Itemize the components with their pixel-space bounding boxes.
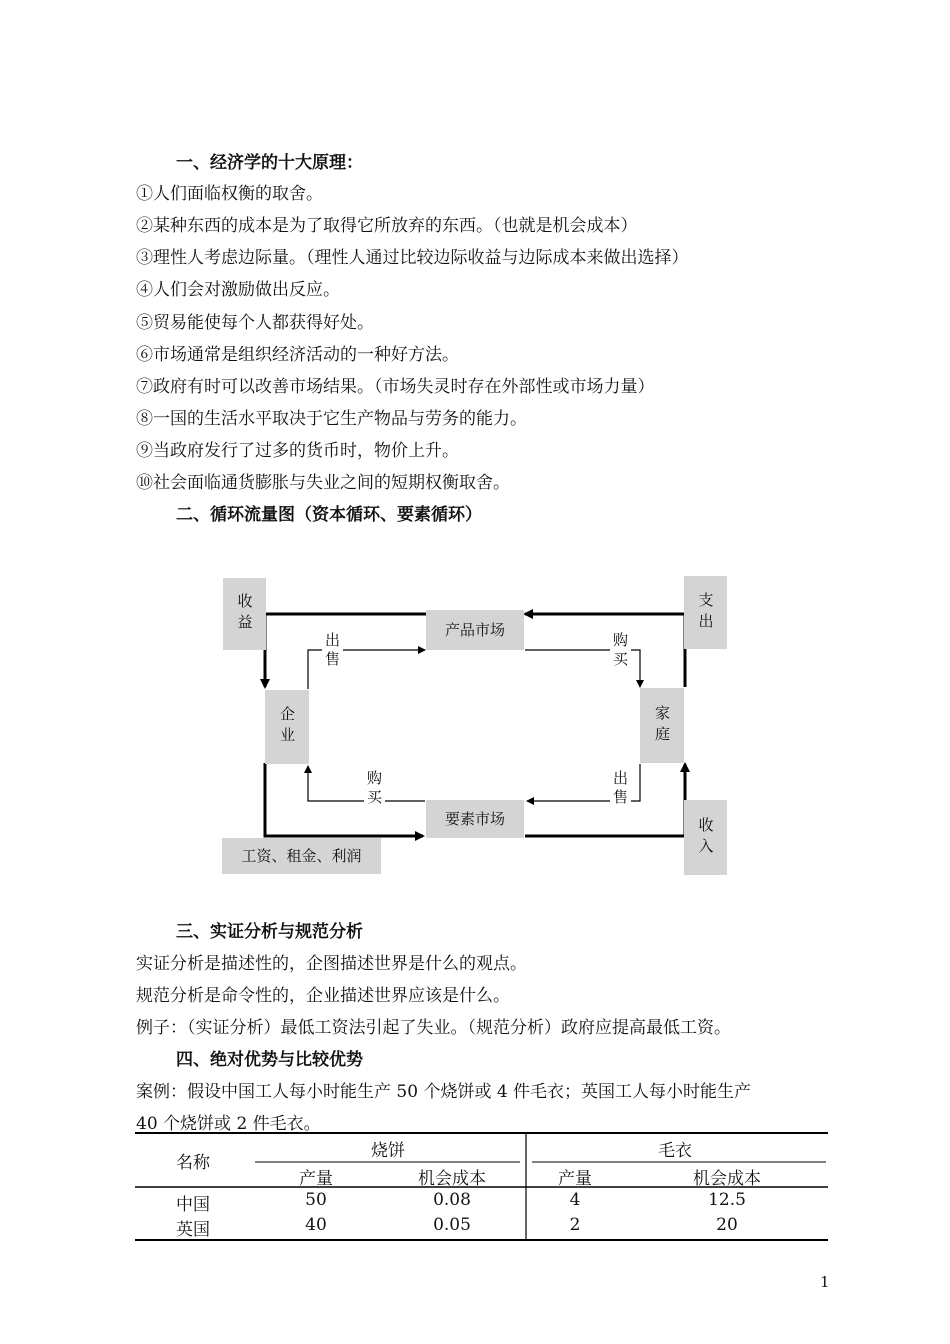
firm-sell-label: 出售 [323, 632, 341, 670]
principle-1: ①人们面临权衡的取舍。 [136, 184, 323, 204]
principle-7: ⑦政府有时可以改善市场结果。（市场失灵时存在外部性或市场力量） [136, 377, 655, 397]
principle-9: ⑨当政府发行了过多的货币时，物价上升。 [136, 441, 459, 461]
row-sweater-output: 4 [569, 1190, 581, 1210]
example-text: 例子：（实证分析）最低工资法引起了失业。（规范分析）政府应提高最低工资。 [136, 1018, 731, 1038]
table-subheader-cost-1: 机会成本 [418, 1169, 486, 1189]
row-sweater-output: 2 [569, 1215, 581, 1235]
factor-market-label: 要素市场 [444, 810, 505, 828]
expenditure-label: 支出 [696, 591, 715, 634]
table-subheader-cost-2: 机会成本 [693, 1169, 761, 1189]
row-bing-output: 50 [305, 1190, 327, 1210]
table-subheader-output-2: 产量 [558, 1169, 592, 1189]
row-sweater-cost: 20 [716, 1215, 738, 1235]
row-sweater-cost: 12.5 [708, 1190, 746, 1210]
household-buy-label: 购买 [611, 632, 629, 670]
row-bing-cost: 0.08 [433, 1190, 471, 1210]
product-market-label: 产品市场 [444, 621, 505, 639]
principle-8: ⑧一国的生活水平取决于它生产物品与劳务的能力。 [136, 409, 527, 429]
page-number: 1 [820, 1273, 830, 1291]
section2-title: 二、循环流量图（资本循环、要素循环） [176, 505, 482, 525]
principle-3: ③理性人考虑边际量。（理性人通过比较边际收益与边际成本来做出选择） [136, 248, 689, 268]
firm-buy-label: 购买 [365, 770, 383, 808]
table-header-sweater: 毛衣 [658, 1141, 692, 1161]
table-header-bing: 烧饼 [371, 1141, 405, 1161]
principle-5: ⑤贸易能使每个人都获得好处。 [136, 313, 374, 333]
household-sell-label: 出售 [611, 770, 629, 808]
row-name: 英国 [176, 1220, 210, 1240]
normative-analysis-text: 规范分析是命令性的，企业描述世界应该是什么。 [136, 986, 510, 1006]
wages-label: 工资、租金、利润 [241, 847, 362, 865]
firm-label: 企业 [278, 706, 296, 748]
section4-title: 四、绝对优势与比较优势 [176, 1050, 363, 1070]
revenue-label: 收益 [235, 593, 254, 635]
table-subheader-output-1: 产量 [299, 1169, 333, 1189]
principle-2: ②某种东西的成本是为了取得它所放弃的东西。（也就是机会成本） [136, 216, 638, 236]
household-label: 家庭 [653, 704, 671, 747]
row-bing-cost: 0.05 [433, 1215, 471, 1235]
principle-6: ⑥市场通常是组织经济活动的一种好方法。 [136, 345, 459, 365]
row-name: 中国 [176, 1195, 210, 1215]
case-text-line1: 案例：假设中国工人每小时能生产 50 个烧饼或 4 件毛衣；英国工人每小时能生产 [136, 1082, 752, 1102]
section3-title: 三、实证分析与规范分析 [176, 922, 363, 942]
positive-analysis-text: 实证分析是描述性的，企图描述世界是什么的观点。 [136, 954, 527, 974]
principle-10: ⑩社会面临通货膨胀与失业之间的短期权衡取舍。 [136, 473, 510, 493]
table-header-name: 名称 [176, 1153, 210, 1173]
section1-title: 一、经济学的十大原理： [176, 153, 363, 173]
case-text-line2: 40 个烧饼或 2 件毛衣。 [136, 1114, 321, 1134]
principle-4: ④人们会对激励做出反应。 [136, 280, 340, 300]
income-label: 收入 [696, 816, 715, 859]
row-bing-output: 40 [305, 1215, 327, 1235]
